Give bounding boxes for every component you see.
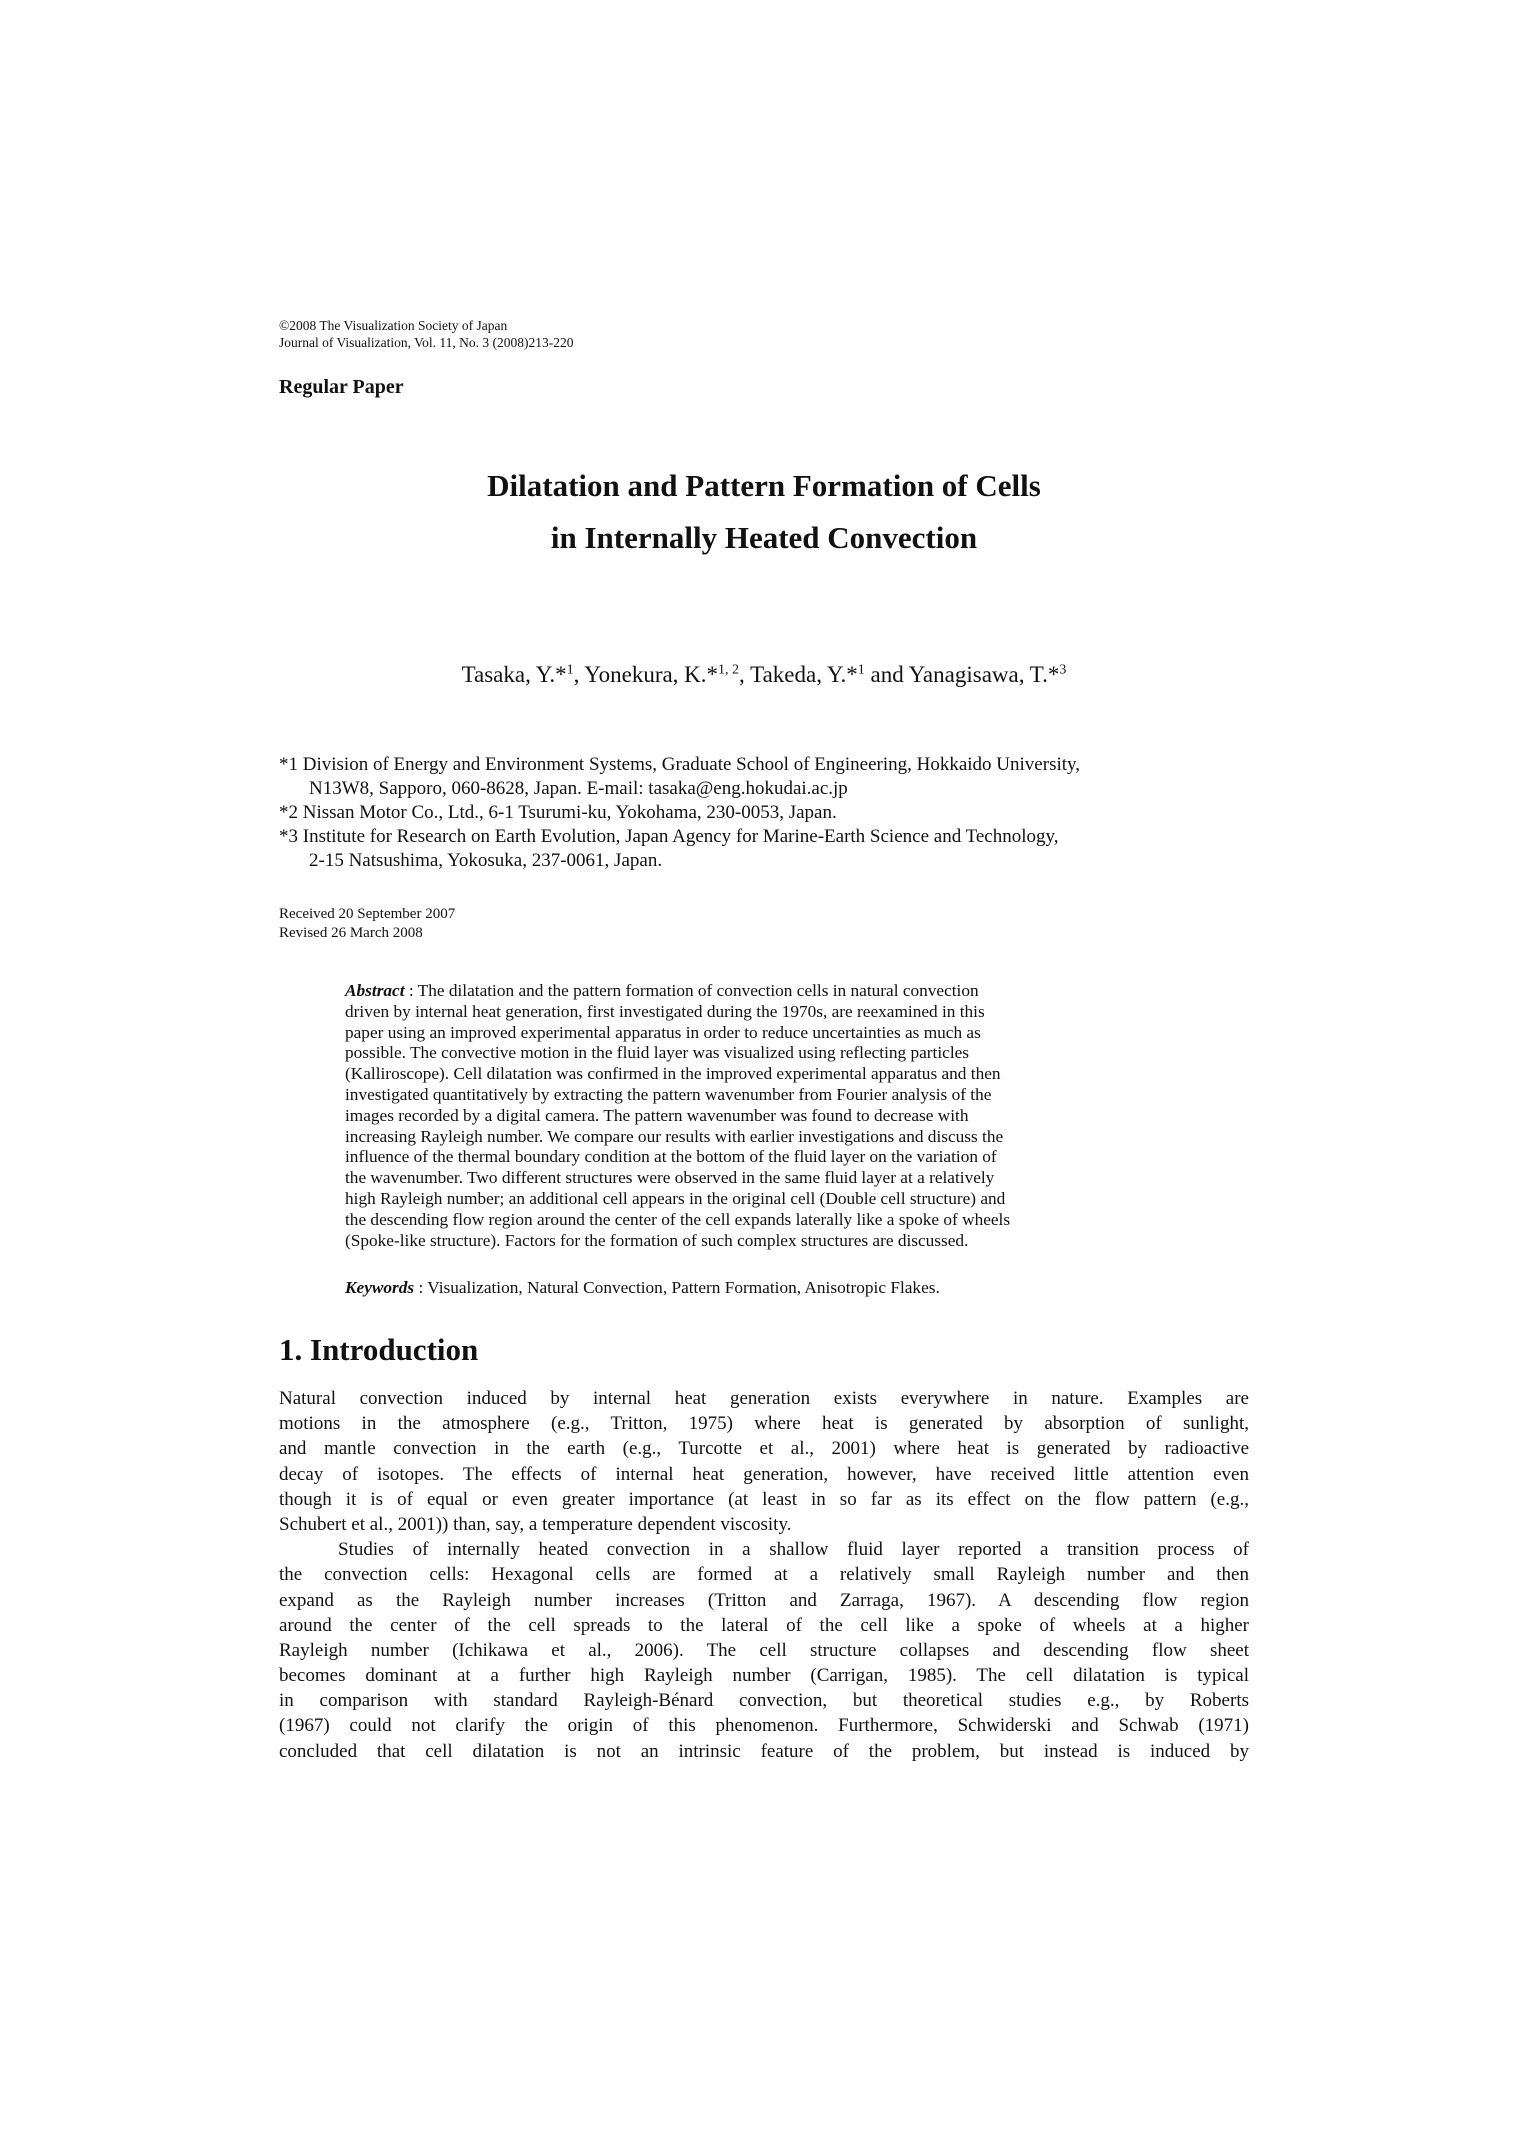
keywords-text: Visualization, Natural Convection, Pattern Formation, Anisotropic Flakes.	[427, 1278, 940, 1297]
body-line: (1967) could not clarify the origin of this phenomenon. Furthermore, Schwiderski and Schwab (1971)	[279, 1715, 1249, 1737]
affiliation-line: 2-15 Natsushima, Yokosuka, 237-0061, Japan.	[309, 850, 663, 871]
author-affiliation-mark: 1, 2	[718, 662, 740, 678]
abstract-line	[345, 981, 1181, 1002]
keywords	[345, 1278, 940, 1298]
body-line: Rayleigh number (Ichikawa et al., 2006). The cell structure collapses and descending flow sheet	[279, 1639, 1249, 1661]
affiliation-line: N13W8, Sapporo, 060-8628, Japan. E-mail: tasaka@eng.hokudai.ac.jp	[309, 778, 848, 799]
author-name: Yanagisawa, T.*	[908, 662, 1060, 687]
abstract-line: driven by internal heat generation, first investigated during the 1970s, are reexamined in this	[345, 1001, 985, 1021]
author-list	[279, 662, 1249, 688]
paper-title-line-1: Dilatation and Pattern Formation of Cells	[487, 468, 1041, 503]
section-heading: 1. Introduction	[279, 1332, 479, 1367]
author-name: Tasaka, Y.*	[461, 662, 567, 687]
author-separator: ,	[573, 662, 585, 687]
author-affiliation-mark: 1	[857, 662, 865, 678]
paper-title-line-2: in Internally Heated Convection	[550, 520, 978, 555]
section-body	[279, 1386, 1249, 1764]
abstract-label: Abstract	[345, 981, 405, 1000]
abstract-line: (Spoke-like structure). Factors for the formation of such complex structures are discussed.	[345, 1230, 969, 1250]
abstract-line: (Kalliroscope). Cell dilatation was confirmed in the improved experimental apparatus and then	[345, 1064, 1001, 1084]
author-name: Yonekura, K.*	[584, 662, 719, 687]
abstract-line: influence of the thermal boundary condition at the bottom of the fluid layer on the variation of	[345, 1147, 997, 1167]
abstract-line: the descending flow region around the center of the cell expands laterally like a spoke of wheels	[345, 1209, 1011, 1229]
author-affiliation-mark: 3	[1059, 662, 1067, 678]
affiliation-line: *1 Division of Energy and Environment Systems, Graduate School of Engineering, Hokkaido University,	[279, 754, 1081, 775]
journal-citation: Journal of Visualization, Vol. 11, No. 3 (2008)213-220	[279, 335, 574, 350]
body-line: concluded that cell dilatation is not an intrinsic feature of the problem, but instead is induced by	[279, 1740, 1249, 1762]
body-line: Schubert et al., 2001)) than, say, a temperature dependent viscosity.	[279, 1513, 792, 1535]
affiliation-line: *3 Institute for Research on Earth Evolution, Japan Agency for Marine-Earth Science and Technology,	[279, 826, 1059, 847]
body-line: decay of isotopes. The effects of internal heat generation, however, have received little attention even	[279, 1463, 1249, 1485]
abstract-line: images recorded by a digital camera. The pattern wavenumber was found to decrease with	[345, 1105, 969, 1125]
author-affiliation-mark: 1	[566, 662, 574, 678]
keywords-separator: :	[414, 1278, 428, 1297]
abstract-line: increasing Rayleigh number. We compare our results with earlier investigations and discuss the	[345, 1126, 1004, 1146]
body-line: motions in the atmosphere (e.g., Tritton, 1975) where heat is generated by absorption of sunlight,	[279, 1413, 1249, 1435]
body-line: in comparison with standard Rayleigh-Bénard convection, but theoretical studies e.g., by Roberts	[279, 1690, 1249, 1712]
keywords-label: Keywords	[345, 1278, 415, 1297]
journal-header	[279, 317, 574, 351]
author-name: Takeda, Y.*	[750, 662, 858, 687]
body-line: Natural convection induced by internal heat generation exists everywhere in nature. Examples are	[279, 1388, 1249, 1409]
paper-type-label: Regular Paper	[279, 376, 404, 398]
body-line: Studies of internally heated convection in a shallow fluid layer reported a transition process of	[338, 1539, 1249, 1561]
abstract-text: The dilatation and the pattern formation of convection cells in natural convection	[417, 981, 979, 1000]
body-line: becomes dominant at a further high Rayleigh number (Carrigan, 1985). The cell dilatation is typical	[279, 1665, 1249, 1687]
body-line: expand as the Rayleigh number increases (Tritton and Zarraga, 1967). A descending flow region	[279, 1589, 1249, 1611]
body-line: though it is of equal or even greater importance (at least in so far as its effect on the flow pattern (e.g.,	[279, 1488, 1249, 1510]
author-separator: ,	[739, 662, 751, 687]
abstract-line: high Rayleigh number; an additional cell appears in the original cell (Double cell structure) and	[345, 1188, 1006, 1208]
body-line: the convection cells: Hexagonal cells are formed at a relatively small Rayleigh number and then	[279, 1564, 1249, 1586]
body-line: around the center of the cell spreads to the lateral of the cell like a spoke of wheels at a higher	[279, 1614, 1249, 1636]
abstract-line: possible. The convective motion in the fluid layer was visualized using reflecting particles	[345, 1043, 970, 1063]
body-line: and mantle convection in the earth (e.g., Turcotte et al., 2001) where heat is generated by radioactive	[279, 1438, 1249, 1460]
submission-dates	[279, 905, 455, 943]
copyright-line: ©2008 The Visualization Society of Japan	[279, 318, 508, 333]
author-separator: and	[864, 662, 909, 687]
affiliations	[279, 753, 1080, 873]
abstract-line: investigated quantitatively by extracting the pattern wavenumber from Fourier analysis of the	[345, 1084, 992, 1104]
abstract	[345, 981, 1181, 1251]
abstract-label-separator: :	[404, 981, 418, 1000]
abstract-line: paper using an improved experimental apparatus in order to reduce uncertainties as much as	[345, 1022, 981, 1042]
abstract-line: the wavenumber. Two different structures were observed in the same fluid layer at a relatively	[345, 1168, 995, 1188]
revised-date: Revised 26 March 2008	[279, 925, 423, 941]
affiliation-line: *2 Nissan Motor Co., Ltd., 6-1 Tsurumi-ku, Yokohama, 230-0053, Japan.	[279, 802, 837, 823]
received-date: Received 20 September 2007	[279, 906, 456, 922]
